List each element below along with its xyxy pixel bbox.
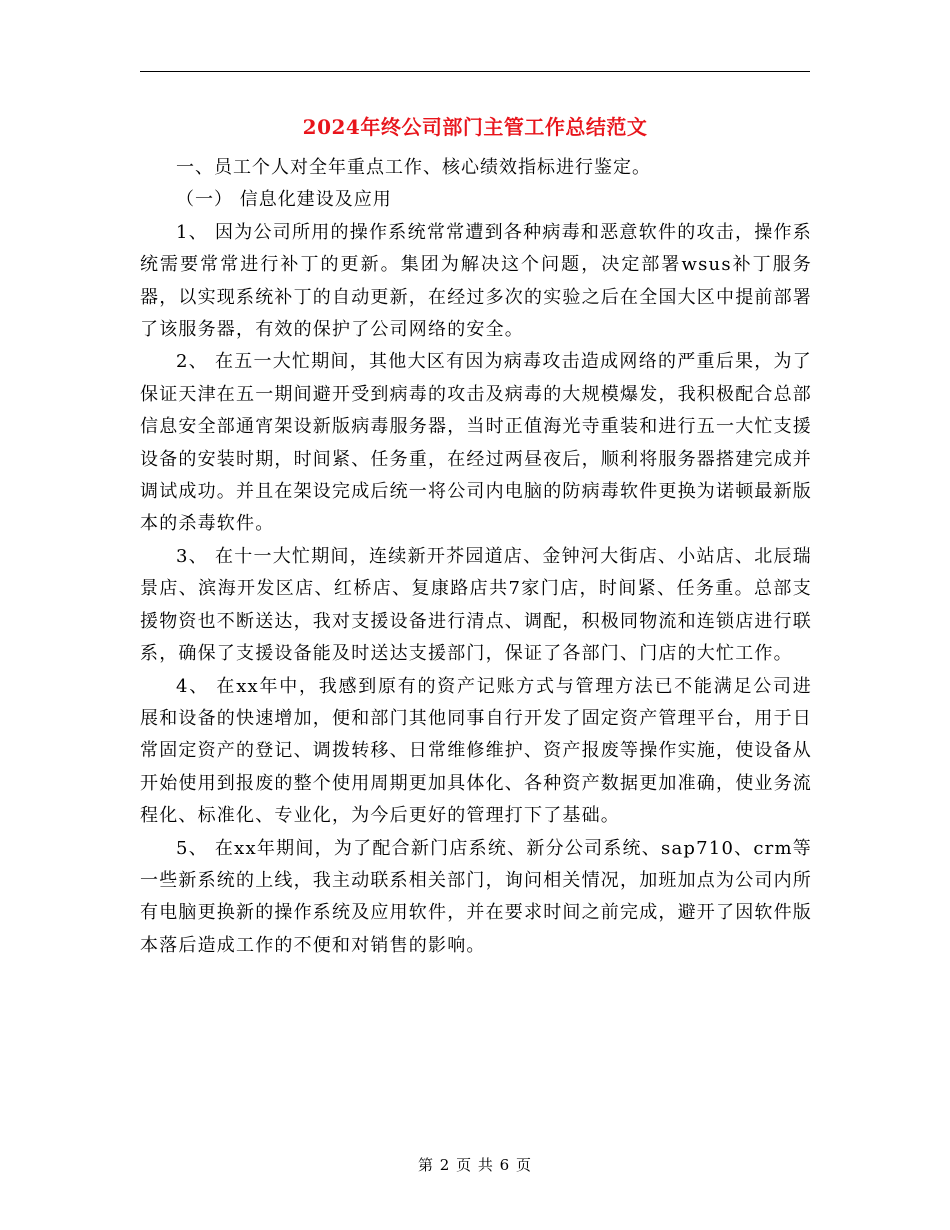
paragraph-item-4: 4、 在xx年中，我感到原有的资产记账方式与管理方法已不能满足公司进展和设备的快速增加，便和部门其他同事自行开发了固定资产管理平台，用于日常固定资产的登记、调拨转移、日常维修维护、资产报废等操作实施，使设备从开始使用到报废的整个使用周期更加具体化、各种资产数据更加准确，使业务流程化、标准化、专业化，为今后更好的管理打下了基础。 <box>140 675 812 827</box>
document-body <box>140 152 812 962</box>
paragraph-item-1: 1、 因为公司所用的操作系统常常遭到各种病毒和恶意软件的攻击，操作系统需要常常进行补丁的更新。集团为解决这个问题，决定部署wsus补丁服务器，以实现系统补丁的自动更新，在经过多次的实验之后在全国大区中提前部署了该服务器，有效的保护了公司网络的安全。 <box>140 221 812 341</box>
document-title: 2024年终公司部门主管工作总结范文 <box>302 115 648 139</box>
page-number-footer: 第 2 页 共 6 页 <box>418 1156 532 1174</box>
section-heading: 一、员工个人对全年重点工作、核心绩效指标进行鉴定。 <box>176 157 651 178</box>
header-rule <box>140 71 810 72</box>
subsection-heading: （一） 信息化建设及应用 <box>176 189 392 211</box>
paragraph-item-5: 5、 在xx年期间，为了配合新门店系统、新分公司系统、sap710、crm等一些新系统的上线，我主动联系相关部门，询问相关情况，加班加点为公司内所有电脑更换新的操作系统及应用软件，并在要求时间之前完成，避开了因软件版本落后造成工作的不便和对销售的影响。 <box>140 837 812 956</box>
paragraph-item-2: 2、 在五一大忙期间，其他大区有因为病毒攻击造成网络的严重后果，为了保证天津在五一期间避开受到病毒的攻击及病毒的大规模爆发，我积极配合总部信息安全部通宵架设新版病毒服务器，当时正值海光寺重装和进行五一大忙支援设备的安装时期，时间紧、任务重，在经过两昼夜后，顺利将服务器搭建完成并调试成功。并且在架设完成后统一将公司内电脑的防病毒软件更换为诺顿最新版本的杀毒软件。 <box>140 351 812 535</box>
paragraph-item-3: 3、 在十一大忙期间，连续新开芥园道店、金钟河大街店、小站店、北辰瑞景店、滨海开发区店、红桥店、复康路店共7家门店，时间紧、任务重。总部支援物资也不断送达，我对支援设备进行清点、调配，积极同物流和连锁店进行联系，确保了支援设备能及时送达支援部门，保证了各部门、门店的大忙工作。 <box>140 545 812 665</box>
